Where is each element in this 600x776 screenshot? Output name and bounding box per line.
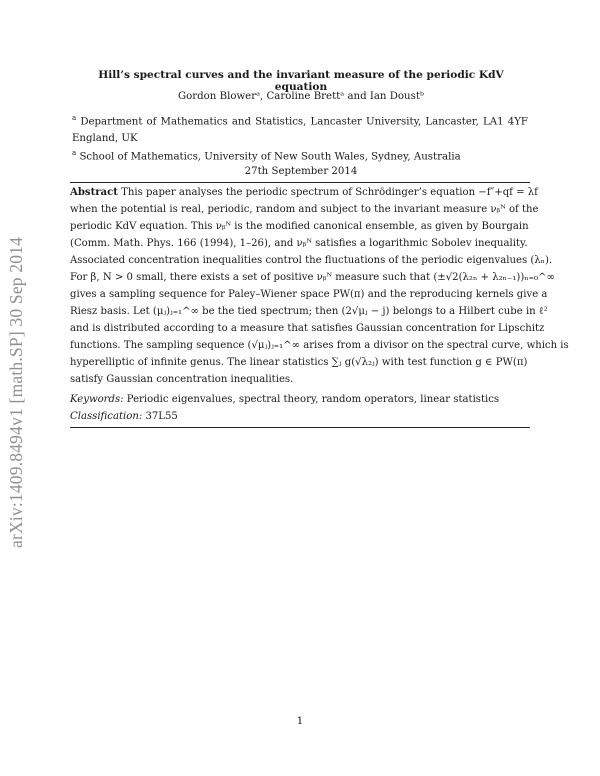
affiliation-text: School of Mathematics, University of New South Wales, Sydney, Australia bbox=[79, 151, 461, 163]
abstract-label: Abstract bbox=[70, 187, 118, 198]
keywords-text: Periodic eigenvalues, spectral theory, random operators, linear statistics bbox=[126, 394, 500, 405]
classification-label: Classification: bbox=[70, 411, 143, 422]
affiliation-mark: a bbox=[72, 114, 77, 122]
abstract-line: periodic KdV equation. This νᵦᴺ is the modified canonical ensemble, as given by Bourgain bbox=[70, 221, 529, 232]
abstract-line: and is distributed according to a measure that satisfies Gaussian concentration for Lipschitz bbox=[70, 323, 545, 334]
abstract-line: (Comm. Math. Phys. 166 (1994), 1–26), and νᵦᴺ satisfies a logarithmic Sobolev inequality. bbox=[70, 238, 528, 249]
affiliation-1 bbox=[72, 110, 528, 147]
abstract-line: when the potential is real, periodic, random and subject to the invariant measure νᵦᴺ of the bbox=[70, 204, 539, 215]
abstract-line: hyperelliptic of infinite genus. The linear statistics ∑ⱼ g(√λ₂ⱼ) with test function g ∈ PW(π) bbox=[70, 357, 528, 368]
abstract-bottom-rule bbox=[70, 427, 530, 428]
paper-date: 27th September 2014 bbox=[244, 166, 358, 177]
affiliation-2 bbox=[72, 145, 528, 165]
classification-text: 37L55 bbox=[145, 411, 178, 422]
abstract-line: Riesz basis. Let (μⱼ)ⱼ₌₁^∞ be the tied spectrum; then (2√μⱼ − j) belongs to a Hilbert cube in ℓ² bbox=[70, 306, 548, 317]
abstract-line: Abstract This paper analyses the periodic spectrum of Schrödinger’s equation −f″+qf = λf bbox=[70, 187, 538, 198]
arxiv-identifier-stamp: arXiv:1409.8494v1 [math.SP] 30 Sep 2014 bbox=[6, 236, 26, 548]
keywords-label: Keywords: bbox=[70, 394, 124, 405]
affiliation-mark: a bbox=[72, 149, 77, 157]
classification-line bbox=[70, 411, 530, 422]
abstract-line: functions. The sampling sequence (√μⱼ)ⱼ₌₁^∞ arises from a divisor on the spectral curve, which is bbox=[70, 340, 569, 351]
abstract-line: gives a sampling sequence for Paley–Wiener space PW(π) and the reproducing kernels give a bbox=[70, 289, 548, 300]
paper-title: Hill’s spectral curves and the invariant measure of the periodic KdV equation bbox=[98, 69, 504, 93]
abstract-top-rule bbox=[70, 182, 530, 183]
abstract-line: For β, N > 0 small, there exists a set of positive νᵦᴺ measure such that (±√2(λ₂ₙ + λ₂ₙ₋₁))ₙ₌₀^∞ bbox=[70, 272, 555, 283]
abstract-line: satisfy Gaussian concentration inequalities. bbox=[70, 374, 294, 385]
affiliation-text: Department of Mathematics and Statistics, Lancaster University, Lancaster, LA1 4YF England, UK bbox=[72, 116, 528, 145]
page-number: 1 bbox=[296, 715, 304, 727]
abstract-block bbox=[70, 184, 569, 388]
author-list: Gordon Blowerᵃ, Caroline Brettᵃ and Ian Doustᵇ bbox=[177, 91, 424, 102]
keywords-line bbox=[70, 394, 530, 405]
abstract-line: Associated concentration inequalities control the fluctuations of the periodic eigenvalues (λₙ). bbox=[70, 255, 553, 266]
